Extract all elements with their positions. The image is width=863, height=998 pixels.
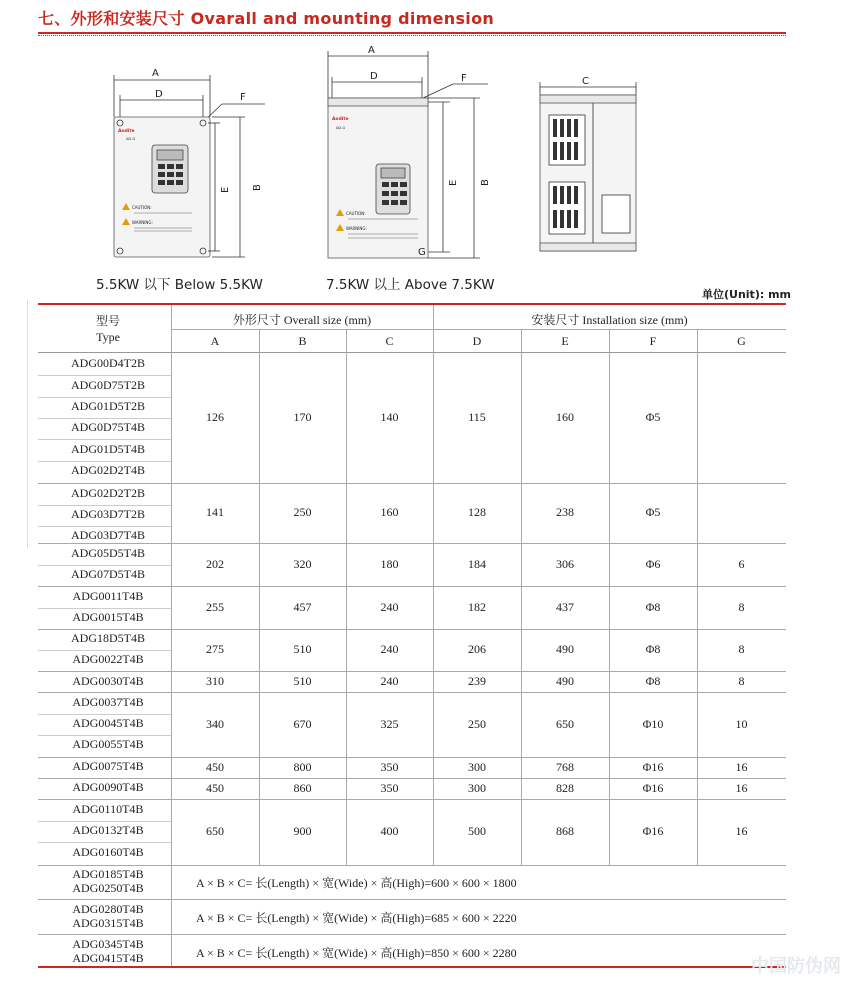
value-c: 180 <box>380 556 399 571</box>
model-type: ADG0015T4B <box>72 610 144 624</box>
dim-e-label-large: E <box>448 179 459 186</box>
model-type: ADG0045T4B <box>72 716 144 730</box>
column-header-b: B <box>298 334 307 348</box>
column-header-f: F <box>649 334 657 348</box>
value-d: 128 <box>468 505 486 519</box>
value-c: 350 <box>380 780 399 795</box>
value-c: 325 <box>380 716 399 731</box>
value-e: 868 <box>556 824 574 838</box>
value-b: 510 <box>293 642 312 656</box>
model-type: ADG0011T4B <box>72 589 144 603</box>
value-f: Φ5 <box>645 505 661 519</box>
column-header-a: A <box>210 334 220 348</box>
model-type: ADG07D5T4B <box>71 567 145 581</box>
value-b: 900 <box>293 824 312 838</box>
model-type: ADG0037T4B <box>72 695 144 709</box>
column-line <box>609 330 610 865</box>
brand-logo: Aodite <box>118 129 135 134</box>
value-g: 16 <box>735 759 748 774</box>
group-divider <box>38 483 786 484</box>
value-d: 500 <box>468 824 486 838</box>
column-header-g: G <box>737 334 746 348</box>
dimension-formula: A × B × C= 长(Length) × 宽(Wide) × 高(High)=600 × 600 × 1800 <box>196 876 517 890</box>
value-d: 300 <box>468 759 486 774</box>
drive-figure-small <box>100 62 270 262</box>
section-title: 七、外形和安装尺寸 Ovarall and mounting dimension <box>38 9 495 28</box>
value-e: 650 <box>556 716 574 731</box>
value-b: 457 <box>293 599 312 614</box>
value-d: 206 <box>468 642 486 656</box>
model-type: ADG02D2T2B <box>71 486 145 500</box>
unit-label: 单位(Unit): mm <box>702 288 791 301</box>
dimension-formula: A × B × C= 长(Length) × 宽(Wide) × 高(High)=850 × 600 × 2280 <box>196 946 517 960</box>
value-f: Φ5 <box>645 410 661 424</box>
column-line <box>259 330 260 865</box>
model-type: ADG0185T4B <box>72 867 144 881</box>
model-type: ADG0315T4B <box>72 916 144 930</box>
installation-size-header: 安装尺寸 Installation size (mm) <box>531 313 688 327</box>
type-row-divider <box>38 714 171 715</box>
value-b: 320 <box>293 556 312 571</box>
table-top-rule <box>38 303 786 305</box>
group-divider <box>38 778 786 779</box>
value-b: 250 <box>293 505 312 519</box>
group-divider <box>38 757 786 758</box>
value-b: 800 <box>293 759 312 774</box>
value-a: 310 <box>206 673 224 688</box>
value-e: 828 <box>556 780 574 795</box>
type-row-divider <box>38 439 171 440</box>
group-divider <box>38 629 786 630</box>
column-line <box>346 330 347 865</box>
brand-logo-large: Aodite <box>332 117 349 122</box>
value-f: Φ10 <box>642 716 664 731</box>
group-divider <box>38 865 786 866</box>
dim-c-label: C <box>582 76 589 87</box>
value-d: 115 <box>468 410 486 424</box>
formula-divider <box>38 934 786 935</box>
type-row-divider <box>38 505 171 506</box>
model-type: ADG03D7T4B <box>71 528 145 542</box>
value-g: 16 <box>735 780 748 795</box>
overall-size-header: 外形尺寸 Overall size (mm) <box>232 313 372 327</box>
value-d: 182 <box>468 599 486 614</box>
type-row-divider <box>38 735 171 736</box>
title-rule-dotted <box>38 35 786 36</box>
value-c: 160 <box>380 505 399 519</box>
model-type: ADG05D5T4B <box>71 546 145 560</box>
value-e: 437 <box>556 599 574 614</box>
type-row-divider <box>38 375 171 376</box>
value-e: 490 <box>556 673 574 688</box>
column-line <box>521 330 522 865</box>
dim-f-label: F <box>240 92 246 103</box>
model-type: ADG02D2T4B <box>71 463 145 477</box>
warning-label: WARNING: <box>132 220 153 225</box>
group-divider <box>38 799 786 800</box>
model-type: ADG0030T4B <box>72 674 144 688</box>
model-label-large: AD-G <box>336 126 346 130</box>
value-d: 184 <box>468 556 486 571</box>
column-header-c: C <box>385 334 394 348</box>
model-type: ADG0160T4B <box>72 845 144 859</box>
value-a: 126 <box>206 410 224 424</box>
value-b: 510 <box>293 673 312 688</box>
value-f: Φ16 <box>642 759 664 774</box>
drive-figure-side <box>530 70 680 260</box>
value-c: 240 <box>380 599 399 614</box>
header-subrule <box>171 329 786 330</box>
dim-a-label-large: A <box>368 45 375 56</box>
value-g: 8 <box>738 673 745 688</box>
value-f: Φ8 <box>645 599 661 614</box>
model-type: ADG0090T4B <box>72 780 144 794</box>
warning-label-large: WARNING: <box>346 226 367 231</box>
dim-a-label: A <box>152 68 159 79</box>
value-g: 10 <box>735 716 748 731</box>
value-e: 490 <box>556 642 574 656</box>
value-b: 670 <box>293 716 312 731</box>
model-type: ADG0022T4B <box>72 652 144 666</box>
value-d: 300 <box>468 780 486 795</box>
value-d: 250 <box>468 716 486 731</box>
dim-d-label: D <box>155 89 163 100</box>
model-type: ADG0075T4B <box>72 759 144 773</box>
dim-b-label-large: B <box>480 179 491 186</box>
caption-small: 5.5KW 以下 Below 5.5KW <box>96 277 263 293</box>
value-e: 160 <box>556 410 574 424</box>
type-column-line <box>171 305 172 966</box>
model-type: ADG18D5T4B <box>71 631 145 645</box>
type-row-divider <box>38 418 171 419</box>
caution-label: CAUTION: <box>132 205 152 210</box>
dimension-formula: A × B × C= 长(Length) × 宽(Wide) × 高(High)=685 × 600 × 2220 <box>196 911 517 925</box>
value-f: Φ8 <box>645 642 661 656</box>
value-c: 400 <box>380 824 399 838</box>
value-f: Φ8 <box>645 673 661 688</box>
dim-d-label-large: D <box>370 71 378 82</box>
model-label: AD-G <box>126 137 136 141</box>
value-g: 6 <box>738 556 745 571</box>
value-c: 240 <box>380 673 399 688</box>
column-header-e: E <box>561 334 569 348</box>
model-type: ADG01D5T2B <box>71 399 145 413</box>
value-b: 170 <box>293 410 312 424</box>
value-a: 650 <box>206 824 224 838</box>
value-a: 340 <box>206 716 224 731</box>
value-a: 255 <box>206 599 224 614</box>
formula-divider <box>38 899 786 900</box>
model-type: ADG0132T4B <box>72 823 144 837</box>
caption-large: 7.5KW 以上 Above 7.5KW <box>326 277 495 293</box>
dim-f-label-large: F <box>461 73 467 84</box>
page-edge-line <box>27 300 28 548</box>
value-b: 860 <box>293 780 312 795</box>
value-e: 306 <box>556 556 574 571</box>
value-a: 202 <box>206 556 224 571</box>
type-row-divider <box>38 821 171 822</box>
type-row-divider <box>38 397 171 398</box>
caution-label-large: CAUTION: <box>346 211 366 216</box>
value-c: 350 <box>380 759 399 774</box>
model-type: ADG0345T4B <box>72 937 144 951</box>
value-g: 8 <box>738 599 745 614</box>
value-f: Φ16 <box>642 780 664 795</box>
value-g: 16 <box>735 824 748 838</box>
type-header-cn: 型号 <box>95 314 120 328</box>
value-c: 140 <box>380 410 399 424</box>
type-header-en: Type <box>96 330 120 344</box>
group-divider <box>38 586 786 587</box>
column-line <box>433 330 434 865</box>
value-a: 275 <box>206 642 224 656</box>
value-a: 450 <box>206 780 224 795</box>
model-type: ADG0D75T2B <box>71 378 145 392</box>
title-rule <box>38 32 786 34</box>
model-type: ADG0055T4B <box>72 737 144 751</box>
type-row-divider <box>38 461 171 462</box>
value-e: 238 <box>556 505 574 519</box>
model-type: ADG0280T4B <box>72 902 144 916</box>
group-divider <box>38 692 786 693</box>
model-type: ADG0415T4B <box>72 951 144 965</box>
model-type: ADG03D7T2B <box>71 507 145 521</box>
model-type: ADG01D5T4B <box>71 442 145 456</box>
column-line <box>697 330 698 865</box>
drive-figure-large <box>318 40 500 264</box>
type-row-divider <box>38 650 171 651</box>
value-e: 768 <box>556 759 574 774</box>
value-f: Φ6 <box>645 556 661 571</box>
dim-b-label: B <box>252 184 263 191</box>
value-c: 240 <box>380 642 399 656</box>
value-d: 239 <box>468 673 486 688</box>
value-a: 450 <box>206 759 224 774</box>
header-bottom-rule <box>38 352 786 353</box>
header-split-line <box>433 305 434 329</box>
group-divider <box>38 543 786 544</box>
type-row-divider <box>38 608 171 609</box>
dim-e-label: E <box>220 186 231 193</box>
model-type: ADG0110T4B <box>72 802 144 816</box>
model-type: ADG0250T4B <box>72 881 144 895</box>
value-a: 141 <box>206 505 224 519</box>
table-bottom-rule <box>38 966 786 968</box>
model-type: ADG0D75T4B <box>71 420 145 434</box>
value-g: 8 <box>738 642 745 656</box>
value-f: Φ16 <box>642 824 664 838</box>
dim-g-label-large: G <box>418 247 426 258</box>
type-row-divider <box>38 842 171 843</box>
group-divider <box>38 671 786 672</box>
type-row-divider <box>38 565 171 566</box>
model-type: ADG00D4T2B <box>71 356 145 370</box>
watermark: 中国防伪网 <box>751 956 841 977</box>
type-row-divider <box>38 526 171 527</box>
column-header-d: D <box>472 334 482 348</box>
